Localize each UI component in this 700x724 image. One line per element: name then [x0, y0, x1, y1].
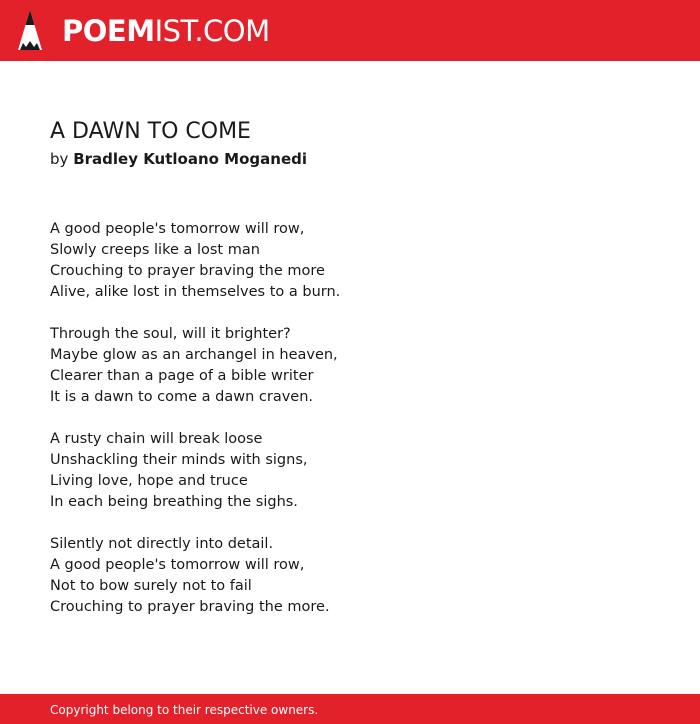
pencil-tip-icon[interactable]	[17, 9, 43, 51]
poem-line: Slowly creeps like a lost man	[50, 242, 260, 258]
poem-line: Through the soul, will it brighter?	[50, 326, 291, 342]
poem-line: A rusty chain will break loose	[50, 431, 263, 447]
poem-line: It is a dawn to come a dawn craven.	[50, 389, 314, 405]
poem-line: Silently not directly into detail.	[50, 536, 274, 552]
poem-line: A good people's tomorrow will row,	[50, 221, 305, 237]
poem-line: Living love, hope and truce	[50, 473, 248, 489]
by-label: by	[50, 150, 69, 168]
brand-rest: IST.COM	[154, 14, 270, 48]
site-header	[0, 0, 700, 61]
poem-line: Crouching to prayer braving the more	[50, 263, 325, 279]
poem-line: Maybe glow as an archangel in heaven,	[50, 347, 338, 363]
stanza	[50, 534, 650, 618]
stanza	[50, 324, 650, 408]
byline	[50, 149, 307, 169]
copyright-text: Copyright belong to their respective owners.	[50, 703, 319, 717]
brand-bold: POEM	[62, 14, 155, 48]
poem-line: Unshackling their minds with signs,	[50, 452, 308, 468]
poem-line: A good people's tomorrow will row,	[50, 557, 305, 573]
poem-line: Crouching to prayer braving the more.	[50, 599, 330, 615]
poem-line: In each being breathing the sighs.	[50, 494, 298, 510]
poem-line: Not to bow surely not to fail	[50, 578, 252, 594]
site-logo-text[interactable]	[62, 12, 270, 50]
stanza	[50, 429, 650, 513]
poem-body	[50, 219, 650, 639]
poem-line: Clearer than a page of a bible writer	[50, 368, 314, 384]
stanza	[50, 219, 650, 303]
poem-title: A DAWN TO COME	[50, 119, 251, 144]
poem-line: Alive, alike lost in themselves to a burn.	[50, 284, 341, 300]
site-footer	[0, 694, 700, 724]
author-name: Bradley Kutloano Moganedi	[73, 150, 307, 168]
